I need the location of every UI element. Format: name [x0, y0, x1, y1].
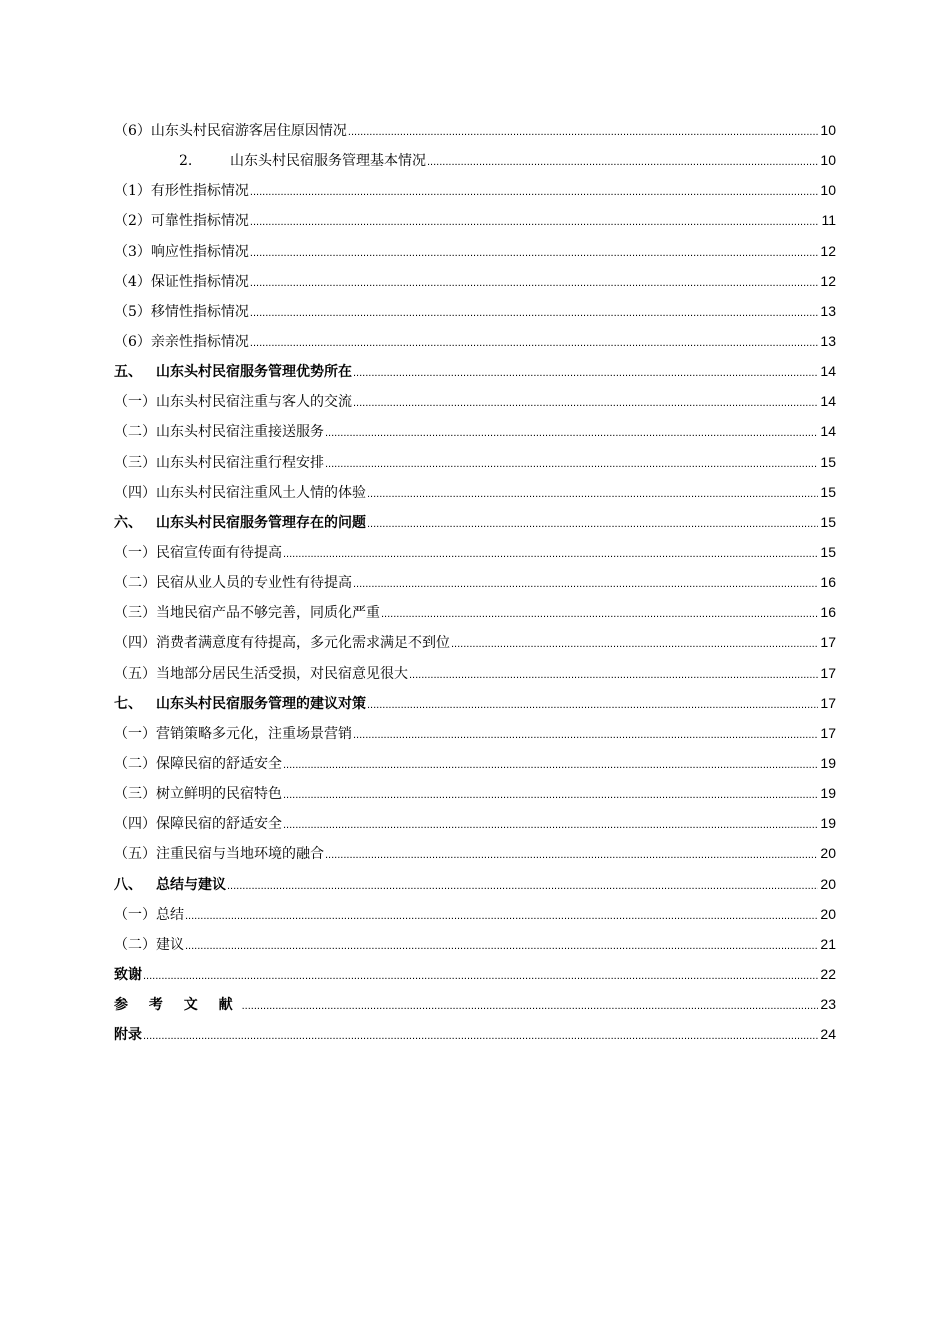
toc-entry-title: （五）注重民宿与当地环境的融合 [114, 846, 324, 863]
toc-dot-leader [242, 991, 818, 1021]
toc-page-number: 10 [820, 122, 836, 138]
toc-entry[interactable] [114, 778, 836, 808]
toc-entry-title: （三）山东头村民宿注重行程安排 [114, 454, 324, 471]
toc-page-number: 21 [820, 935, 836, 952]
toc-entry[interactable] [114, 899, 836, 929]
toc-entry[interactable] [114, 205, 836, 235]
toc-dot-leader [325, 418, 818, 448]
toc-dot-leader [367, 479, 818, 509]
toc-entry-title: （一）民宿宣传面有待提高 [114, 544, 282, 561]
toc-page-number: 22 [820, 965, 836, 982]
toc-page-number: 20 [820, 845, 836, 862]
toc-dot-leader [353, 569, 818, 599]
toc-dot-leader [427, 147, 818, 177]
toc-dot-leader [143, 961, 818, 991]
toc-page-number: 14 [820, 363, 836, 380]
toc-dot-leader [250, 207, 818, 237]
toc-chapter-entry-references[interactable] [114, 989, 836, 1019]
toc-chapter-title: 附录 [114, 1027, 142, 1044]
toc-page-number: 16 [820, 604, 836, 621]
toc-page-number: 17 [820, 694, 836, 711]
toc-chapter-entry[interactable] [114, 356, 836, 386]
toc-entry[interactable] [114, 537, 836, 567]
toc-entry-title: （一）总结 [114, 906, 184, 923]
toc-page-number: 24 [820, 1026, 836, 1043]
toc-entry-title: （四）保障民宿的舒适安全 [114, 816, 282, 833]
toc-entry[interactable] [114, 808, 836, 838]
toc-chapter-entry-acknowledgements[interactable] [114, 959, 836, 989]
toc-entry[interactable] [114, 627, 836, 657]
toc-entry[interactable] [114, 658, 836, 688]
toc-page-number: 19 [820, 785, 836, 802]
toc-dot-leader [250, 298, 818, 328]
toc-entry-title: （三）当地民宿产品不够完善，同质化严重 [114, 605, 380, 622]
toc-page-number: 20 [820, 905, 836, 922]
toc-entry[interactable] [114, 447, 836, 477]
toc-entry-title: （二）建议 [114, 936, 184, 953]
toc-page-number: 15 [820, 453, 836, 470]
toc-entry[interactable] [114, 597, 836, 627]
toc-entry-title: （1）有形性指标情况 [114, 183, 249, 200]
toc-entry-title: （一）营销策略多元化，注重场景营销 [114, 725, 352, 742]
toc-dot-leader [353, 720, 818, 750]
toc-entry[interactable] [114, 748, 836, 778]
toc-entry[interactable] [114, 477, 836, 507]
toc-page-number: 14 [820, 393, 836, 410]
toc-page-number: 12 [820, 272, 836, 289]
toc-dot-leader [283, 539, 818, 569]
toc-entry-title: （二）山东头村民宿注重接送服务 [114, 424, 324, 441]
toc-entry-title: （4）保证性指标情况 [114, 273, 249, 290]
toc-entry[interactable] [114, 838, 836, 868]
toc-chapter-entry[interactable] [114, 688, 836, 718]
toc-entry[interactable] [114, 386, 836, 416]
toc-chapter-title: 参 考 文 献 [114, 997, 241, 1014]
toc-chapter-entry[interactable] [114, 869, 836, 899]
toc-page-number: 17 [820, 724, 836, 741]
toc-chapter-number: 八、 [114, 876, 142, 893]
toc-chapter-number: 六、 [114, 514, 142, 531]
toc-dot-leader [381, 599, 818, 629]
toc-dot-leader [325, 840, 818, 870]
toc-chapter-title: 总结与建议 [156, 876, 226, 893]
toc-page-number: 13 [820, 302, 836, 319]
toc-entry[interactable] [114, 718, 836, 748]
toc-dot-leader [250, 177, 818, 207]
toc-dot-leader [409, 660, 818, 690]
toc-entry-title: （三）树立鲜明的民宿特色 [114, 786, 282, 803]
toc-entry[interactable] [114, 326, 836, 356]
toc-entry[interactable] [114, 416, 836, 446]
toc-entry-title: 山东头村民宿服务管理基本情况 [230, 153, 426, 170]
toc-chapter-number: 七、 [114, 695, 142, 712]
toc-entry[interactable] [114, 145, 836, 175]
toc-chapter-entry[interactable] [114, 507, 836, 537]
toc-chapter-title: 山东头村民宿服务管理的建议对策 [156, 695, 366, 712]
toc-entry-title: （6）山东头村民宿游客居住原因情况 [114, 123, 347, 139]
toc-entry-title: （四）山东头村民宿注重风土人情的体验 [114, 484, 366, 501]
toc-page-number: 17 [820, 664, 836, 681]
toc-page-number: 17 [820, 634, 836, 651]
toc-entry-title: （6）亲亲性指标情况 [114, 333, 249, 350]
toc-entry-title: （二）保障民宿的舒适安全 [114, 755, 282, 772]
toc-page-number: 12 [820, 242, 836, 259]
toc-page-number: 15 [820, 513, 836, 530]
toc-chapter-title: 山东头村民宿服务管理优势所在 [156, 364, 352, 381]
toc-dot-leader [353, 388, 818, 418]
toc-page-number: 19 [820, 815, 836, 832]
toc-chapter-title: 山东头村民宿服务管理存在的问题 [156, 514, 366, 531]
toc-entry[interactable] [114, 175, 836, 205]
toc-dot-leader [451, 629, 818, 659]
toc-dot-leader [250, 328, 818, 358]
toc-page-number: 15 [820, 483, 836, 500]
toc-page-number: 15 [820, 543, 836, 560]
toc-dot-leader [250, 268, 818, 298]
toc-dot-leader [185, 931, 818, 961]
toc-page-number: 14 [820, 423, 836, 440]
toc-chapter-title: 致谢 [114, 966, 142, 983]
toc-entry[interactable] [114, 266, 836, 296]
toc-entry[interactable] [114, 567, 836, 597]
toc-page-number: 23 [820, 996, 836, 1013]
toc-page-number: 13 [820, 332, 836, 349]
toc-dot-leader [367, 690, 818, 720]
toc-entry-title: （2）可靠性指标情况 [114, 213, 249, 230]
toc-entry[interactable] [114, 296, 836, 326]
toc-dot-leader [250, 238, 818, 268]
toc-dot-leader [227, 871, 818, 901]
toc-dot-leader [325, 449, 818, 479]
toc-entry-title: （5）移情性指标情况 [114, 303, 249, 320]
toc-chapter-entry-appendix[interactable] [114, 1019, 836, 1049]
toc-page-number: 19 [820, 754, 836, 771]
toc-entry-title: （二）民宿从业人员的专业性有待提高 [114, 575, 352, 592]
toc-entry-number: 2. [179, 153, 193, 170]
toc-page-number: 10 [820, 152, 836, 169]
toc-entry-title: （五）当地部分居民生活受损，对民宿意见很大 [114, 665, 408, 682]
toc-entry-title: （一）山东头村民宿注重与客人的交流 [114, 394, 352, 411]
toc-page-number: 20 [820, 875, 836, 892]
toc-entry[interactable] [114, 115, 836, 145]
toc-dot-leader [353, 358, 818, 388]
toc-dot-leader [283, 780, 818, 810]
toc-dot-leader [348, 117, 818, 147]
toc-page-number: 16 [820, 574, 836, 591]
toc-entry[interactable] [114, 929, 836, 959]
toc-chapter-number: 五、 [114, 364, 142, 381]
toc-dot-leader [283, 750, 818, 780]
toc-page-number: 11 [821, 212, 836, 229]
toc-dot-leader [367, 509, 818, 539]
table-of-contents [114, 115, 836, 1049]
toc-dot-leader [143, 1021, 818, 1051]
toc-page-number: 10 [820, 182, 836, 199]
toc-dot-leader [283, 810, 818, 840]
toc-entry[interactable] [114, 236, 836, 266]
toc-entry-title: （3）响应性指标情况 [114, 243, 249, 260]
toc-entry-title: （四）消费者满意度有待提高，多元化需求满足不到位 [114, 635, 450, 652]
toc-dot-leader [185, 901, 818, 931]
